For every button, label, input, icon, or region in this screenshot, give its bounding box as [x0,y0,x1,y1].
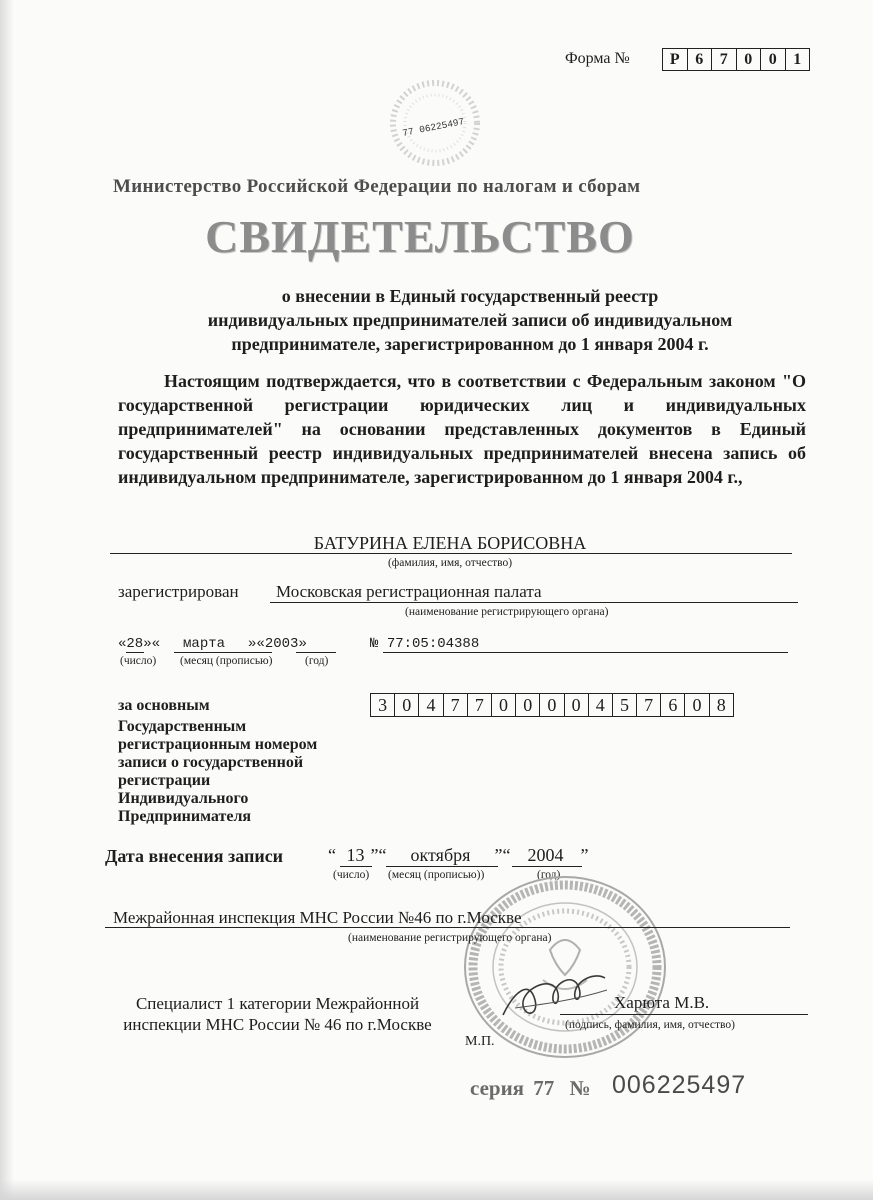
entry-year-underline [512,866,582,867]
day-underline [126,652,144,653]
top-stamp-number: 77 06225497 [401,116,466,139]
ogrn-label-line: регистрации [118,772,211,789]
ogrn-label-line: регистрационным номером [118,736,318,753]
number-sign: № [569,1076,591,1100]
ogrn-digit: 3 [371,694,395,716]
quote: “ [328,845,336,865]
quote: » [298,636,307,652]
reg-number: 77:05:04388 [386,636,480,652]
ogrn-digit: 0 [516,694,540,716]
ogrn-label [118,697,317,826]
ogrn-digit: 0 [395,694,419,716]
ogrn-digit: 7 [444,694,468,716]
name-underline [110,553,792,554]
ogrn-digit: 6 [661,694,685,716]
scan-edge-bottom [0,1180,873,1200]
person-full-name: БАТУРИНА ЕЛЕНА БОРИСОВНА [313,533,587,553]
ogrn-label-line: записи о государственной [118,754,304,771]
year-caption: (год) [305,655,329,667]
position-line: Специалист 1 категории Межрайонной [135,994,420,1013]
signatory-position [115,993,440,1035]
ogrn-digit: 5 [613,694,637,716]
ogrn-digit: 7 [637,694,661,716]
registering-authority: Московская регистрационная палата [276,582,542,601]
ogrn-digit: 4 [419,694,443,716]
entry-month-caption: (месяц (прописью)) [388,869,485,881]
form-code-digit: 1 [793,50,802,68]
entry-date-value [328,845,588,866]
month-underline [174,652,272,653]
entry-day-underline [340,866,372,867]
ogrn-digit: 8 [716,694,726,715]
entry-day: 13 [346,845,365,865]
document-title: СВИДЕТЕЛЬСТВО [205,211,635,262]
name-caption: (фамилия, имя, отчество) [387,557,513,569]
quote: ”“ [494,845,511,865]
reg-month: марта [183,636,226,652]
ogrn-digit: 4 [589,694,613,716]
subtitle-line: о внесении в Единый государственный реестр [281,286,659,306]
signatory-name: Харюта М.В. [614,993,710,1012]
quote: ”“ [370,845,387,865]
document-subtitle [140,284,800,356]
series-label: серия [470,1076,525,1100]
ogrn-digit: 0 [565,694,589,716]
series-line [470,1076,591,1101]
ogrn-label-line: Индивидуального [118,790,249,807]
entry-month: октября [410,845,471,865]
authority-caption: (наименование регистрирующего органа) [405,606,609,618]
form-label: Форма № [565,50,630,67]
form-code-digit: 0 [761,49,786,70]
form-code-digit: 7 [712,49,737,70]
ogrn-digit: 0 [685,694,709,716]
reg-date-line [118,636,307,652]
quote: »« [143,636,161,652]
form-code-digit: 0 [737,49,762,70]
subtitle-line: предпринимателе, зарегистрированном до 1 января 2004 г. [231,334,709,354]
ogrn-number-cells [370,693,734,717]
reg-number-line [370,636,479,652]
ogrn-digit: 7 [468,694,492,716]
ministry-heading: Министерство Российской Федерации по налогам и сборам [113,176,641,197]
inspection-caption: (наименование регистрирующего органа) [348,932,552,944]
month-caption: (месяц (прописью) [180,655,273,667]
entry-day-caption: (число) [333,869,370,881]
entry-date-label: Дата внесения записи [105,846,284,866]
subtitle-line: индивидуальных предпринимателей записи об индивидуальном [207,310,733,330]
entry-year: 2004 [527,845,564,865]
certification-paragraph: Настоящим подтверждается, что в соответствии с Федеральным законом "О государственной регистрации юридических лиц и индивидуальных предпринимателей" на основании представленных документов в Единый государственный реестр индивидуальных предпринимателей внесена запись об индивидуальном предпринимателе, зарегистрированном до 1 января 2004 г., [118,371,806,487]
ogrn-digit: 0 [492,694,516,716]
seal-place: М.П. [465,1034,495,1049]
year-underline [296,652,336,653]
serial-number: 006225497 [612,1071,747,1099]
quote: »« [248,636,265,652]
reg-year: 2003 [264,636,299,652]
ogrn-digit: 0 [540,694,564,716]
position-line: инспекции МНС России № 46 по г.Москве [123,1015,432,1034]
scan-edge-left [0,0,14,1200]
registered-label: зарегистрирован [118,582,239,601]
form-code-digit: Р [663,49,688,70]
inspection-name: Межрайонная инспекция МНС России №46 по г.Москве [113,908,522,927]
ogrn-label-line: Предпринимателя [118,808,252,825]
day-caption: (число) [120,655,157,667]
form-code-cells [662,48,810,71]
signature-caption: (подпись, фамилия, имя, отчество) [565,1019,735,1031]
ogrn-label-line: за основным [118,697,210,714]
series-code: 77 [533,1076,555,1100]
signature-underline [560,1014,808,1015]
handwritten-signature [495,960,610,1025]
quote: « [118,636,127,652]
ogrn-label-line: Государственным [118,718,247,735]
authority-underline [270,602,798,603]
entry-month-underline [386,866,498,867]
inspection-underline [105,927,790,928]
quote: ” [580,845,589,865]
reg-day: 28 [126,636,144,652]
number-sign: № [370,636,379,652]
entry-year-caption: (год) [537,869,561,881]
reg-number-underline [383,652,788,653]
form-code-digit: 6 [688,49,713,70]
